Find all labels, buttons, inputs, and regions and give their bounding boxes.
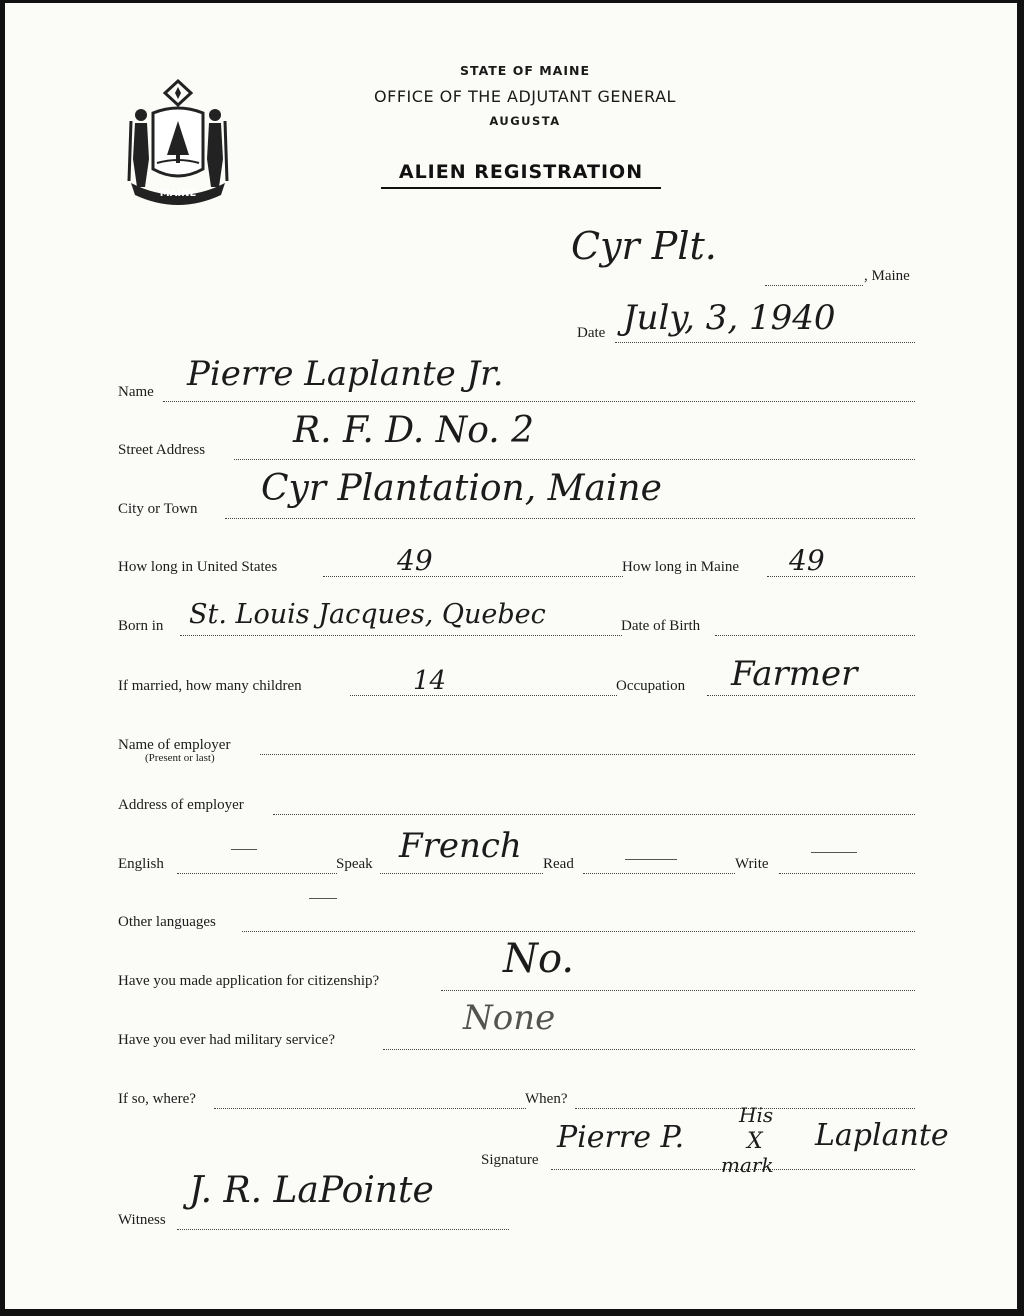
children-value: 14 — [413, 666, 447, 696]
born-in-label: Born in — [118, 618, 164, 634]
children-line — [350, 695, 617, 696]
write-label: Write — [735, 856, 769, 872]
other-languages-label: Other languages — [118, 914, 216, 930]
how-long-us-line — [323, 576, 623, 577]
citizenship-label: Have you made application for citizenship? — [118, 973, 380, 989]
street-line — [234, 459, 915, 460]
citizenship-value: No. — [503, 936, 575, 982]
date-of-birth-label: Date of Birth — [621, 618, 701, 634]
signature-label: Signature — [481, 1152, 539, 1168]
write-line — [779, 873, 915, 874]
if-so-where-label: If so, where? — [118, 1091, 196, 1107]
seal-banner-text: MAINE — [159, 188, 197, 199]
employer-name-line — [260, 754, 915, 755]
employer-name-label: Name of employer — [118, 737, 231, 753]
place-value: Cyr Plt. — [571, 224, 717, 268]
date-line — [615, 342, 915, 343]
witness-signature: J. R. LaPointe — [189, 1170, 434, 1211]
signature-last-name: Laplante — [815, 1118, 949, 1153]
military-label: Have you ever had military service? — [118, 1032, 335, 1048]
street-label: Street Address — [118, 442, 206, 458]
citizenship-line — [441, 990, 915, 991]
how-long-maine-value: 49 — [789, 544, 825, 577]
state-heading: STATE OF MAINE — [460, 63, 590, 78]
registration-form — [5, 3, 1017, 1309]
city-heading: AUGUSTA — [489, 114, 561, 128]
date-of-birth-line — [715, 635, 915, 636]
employer-address-line — [273, 814, 915, 815]
form-title: ALIEN REGISTRATION — [398, 161, 644, 183]
military-line — [383, 1049, 915, 1050]
english-label: English — [118, 856, 164, 872]
witness-label: Witness — [118, 1212, 166, 1228]
how-long-maine-label: How long in Maine — [622, 559, 740, 575]
children-label: If married, how many children — [118, 678, 302, 694]
date-label: Date — [577, 325, 606, 341]
maine-label: , Maine — [864, 268, 910, 284]
born-in-value: St. Louis Jacques, Quebec — [189, 599, 546, 630]
signature-mark-word: mark — [721, 1153, 774, 1177]
signature-first-name: Pierre P. — [557, 1120, 685, 1155]
maine-state-seal — [123, 77, 233, 205]
how-long-us-label: How long in United States — [118, 559, 278, 575]
speak-line — [380, 873, 543, 874]
military-value: None — [463, 998, 556, 1038]
english-dash — [231, 849, 257, 850]
occupation-label: Occupation — [616, 678, 686, 694]
witness-line — [177, 1229, 509, 1230]
how-long-us-value: 49 — [397, 544, 433, 577]
employer-name-note: (Present or last) — [145, 752, 215, 764]
name-label: Name — [118, 384, 154, 400]
date-value: July, 3, 1940 — [623, 298, 836, 338]
name-value: Pierre Laplante Jr. — [187, 354, 504, 394]
title-underline — [381, 187, 661, 189]
english-line — [177, 873, 337, 874]
place-line — [765, 285, 863, 286]
born-in-line — [180, 635, 622, 636]
name-line — [163, 401, 915, 402]
signature-mark-x: X — [747, 1129, 763, 1154]
speak-label: Speak — [336, 856, 373, 872]
read-label: Read — [543, 856, 574, 872]
read-line — [583, 873, 735, 874]
occupation-line — [707, 695, 915, 696]
occupation-value: Farmer — [731, 654, 858, 694]
other-languages-line — [242, 931, 915, 932]
signature-mark-his: His — [739, 1103, 774, 1127]
employer-address-label: Address of employer — [118, 797, 244, 813]
if-so-where-line — [214, 1108, 526, 1109]
read-dash — [625, 859, 677, 860]
city-line — [225, 518, 915, 519]
city-label: City or Town — [118, 501, 198, 517]
speak-value: French — [399, 826, 522, 866]
write-dash — [811, 852, 857, 853]
when-label: When? — [525, 1091, 568, 1107]
street-value: R. F. D. No. 2 — [293, 410, 535, 451]
office-heading: OFFICE OF THE ADJUTANT GENERAL — [374, 87, 676, 106]
other-languages-dash — [309, 898, 337, 899]
city-value: Cyr Plantation, Maine — [261, 468, 662, 509]
